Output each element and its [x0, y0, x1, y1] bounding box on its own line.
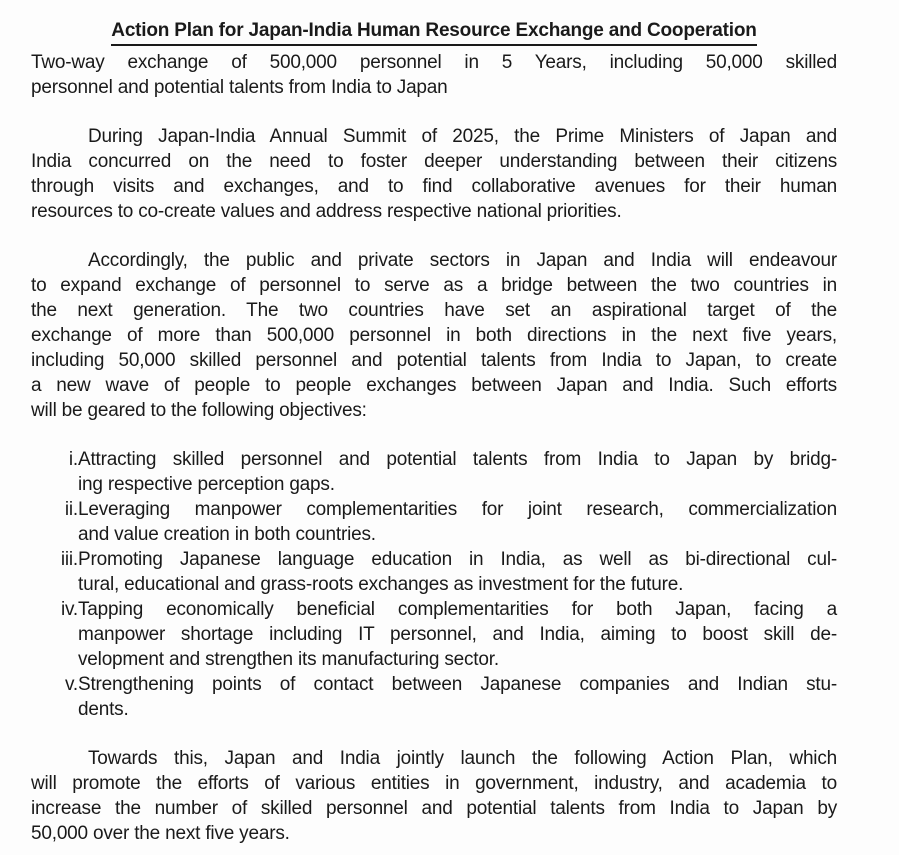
objective-item-3-line-1: Promoting Japanese language education in India, as well as bi-directional cul- [78, 549, 837, 570]
paragraph-summit-2025-line-1: During Japan-India Annual Summit of 2025, the Prime Ministers of Japan and [88, 126, 837, 147]
objective-item-2-line-2: and value creation in both countries. [78, 524, 376, 545]
objective-item-4 [31, 597, 837, 672]
subtitle-paragraph-line-1: Two-way exchange of 500,000 personnel in 5 Years, including 50,000 skilled [31, 52, 837, 73]
paragraph-action-plan-launch [31, 746, 837, 846]
paragraph-summit-2025-line-2: India concurred on the need to foster deeper understanding between their citizens [31, 151, 837, 172]
objective-item-4-line-1: Tapping economically beneficial complementarities for both Japan, facing a [78, 599, 837, 620]
objective-item-3-content [78, 547, 837, 597]
paragraph-aspirational-target-line-7: will be geared to the following objectives: [31, 400, 367, 421]
document-title [31, 18, 837, 46]
objective-item-5-marker: v. [65, 674, 78, 695]
subtitle-paragraph [31, 50, 837, 100]
objective-item-1 [31, 447, 837, 497]
objective-item-1-line-1: Attracting skilled personnel and potential talents from India to Japan by bridg- [78, 449, 837, 470]
paragraph-action-plan-launch-line-2: will promote the efforts of various entities in government, industry, and academia to [31, 773, 837, 794]
objective-item-5-line-2: dents. [78, 699, 129, 720]
objective-item-1-marker: i. [68, 449, 78, 470]
objective-item-5-content [78, 672, 837, 722]
objective-item-4-line-2: manpower shortage including IT personnel, and India, aiming to boost skill de- [78, 624, 837, 645]
paragraph-aspirational-target-line-2: to expand exchange of personnel to serve as a bridge between the two countries in [31, 275, 837, 296]
objective-item-2-line-1: Leveraging manpower complementarities for joint research, commercialization [78, 499, 837, 520]
objective-item-4-content [78, 597, 837, 672]
objective-item-2-marker: ii. [64, 499, 78, 520]
objective-item-4-marker: iv. [61, 599, 78, 620]
paragraph-action-plan-launch-line-3: increase the number of skilled personnel and potential talents from India to Japan by [31, 798, 837, 819]
objective-item-3-marker: iii. [60, 549, 78, 570]
objective-item-1-content [78, 447, 837, 497]
paragraph-aspirational-target-line-4: exchange of more than 500,000 personnel in both directions in the next five years, [31, 325, 837, 346]
paragraph-action-plan-launch-line-4: 50,000 over the next five years. [31, 823, 290, 844]
objective-item-2 [31, 497, 837, 547]
paragraph-action-plan-launch-line-1: Towards this, Japan and India jointly launch the following Action Plan, which [88, 748, 837, 769]
objectives-list [31, 447, 837, 722]
objective-item-5-line-1: Strengthening points of contact between Japanese companies and Indian stu- [78, 674, 837, 695]
document-title-text: Action Plan for Japan-India Human Resource Exchange and Cooperation [111, 18, 756, 46]
objective-item-1-line-2: ing respective perception gaps. [78, 474, 335, 495]
objective-item-2-content [78, 497, 837, 547]
objective-item-4-line-3: velopment and strengthen its manufacturing sector. [78, 649, 499, 670]
paragraph-aspirational-target-line-1: Accordingly, the public and private sectors in Japan and India will endeavour [88, 250, 837, 271]
paragraph-summit-2025-line-3: through visits and exchanges, and to find collaborative avenues for their human [31, 176, 837, 197]
paragraph-aspirational-target-line-3: the next generation. The two countries have set an aspirational target of the [31, 300, 837, 321]
paragraph-summit-2025 [31, 124, 837, 224]
subtitle-paragraph-line-2: personnel and potential talents from India to Japan [31, 77, 448, 98]
paragraph-summit-2025-line-4: resources to co-create values and address respective national priorities. [31, 201, 622, 222]
document-body [31, 50, 837, 846]
objective-item-5 [31, 672, 837, 722]
paragraph-aspirational-target [31, 248, 837, 423]
objective-item-3 [31, 547, 837, 597]
paragraph-aspirational-target-line-6: a new wave of people to people exchanges between Japan and India. Such efforts [31, 375, 837, 396]
paragraph-aspirational-target-line-5: including 50,000 skilled personnel and potential talents from India to Japan, to create [31, 350, 837, 371]
objective-item-3-line-2: tural, educational and grass-roots exchanges as investment for the future. [78, 574, 684, 595]
